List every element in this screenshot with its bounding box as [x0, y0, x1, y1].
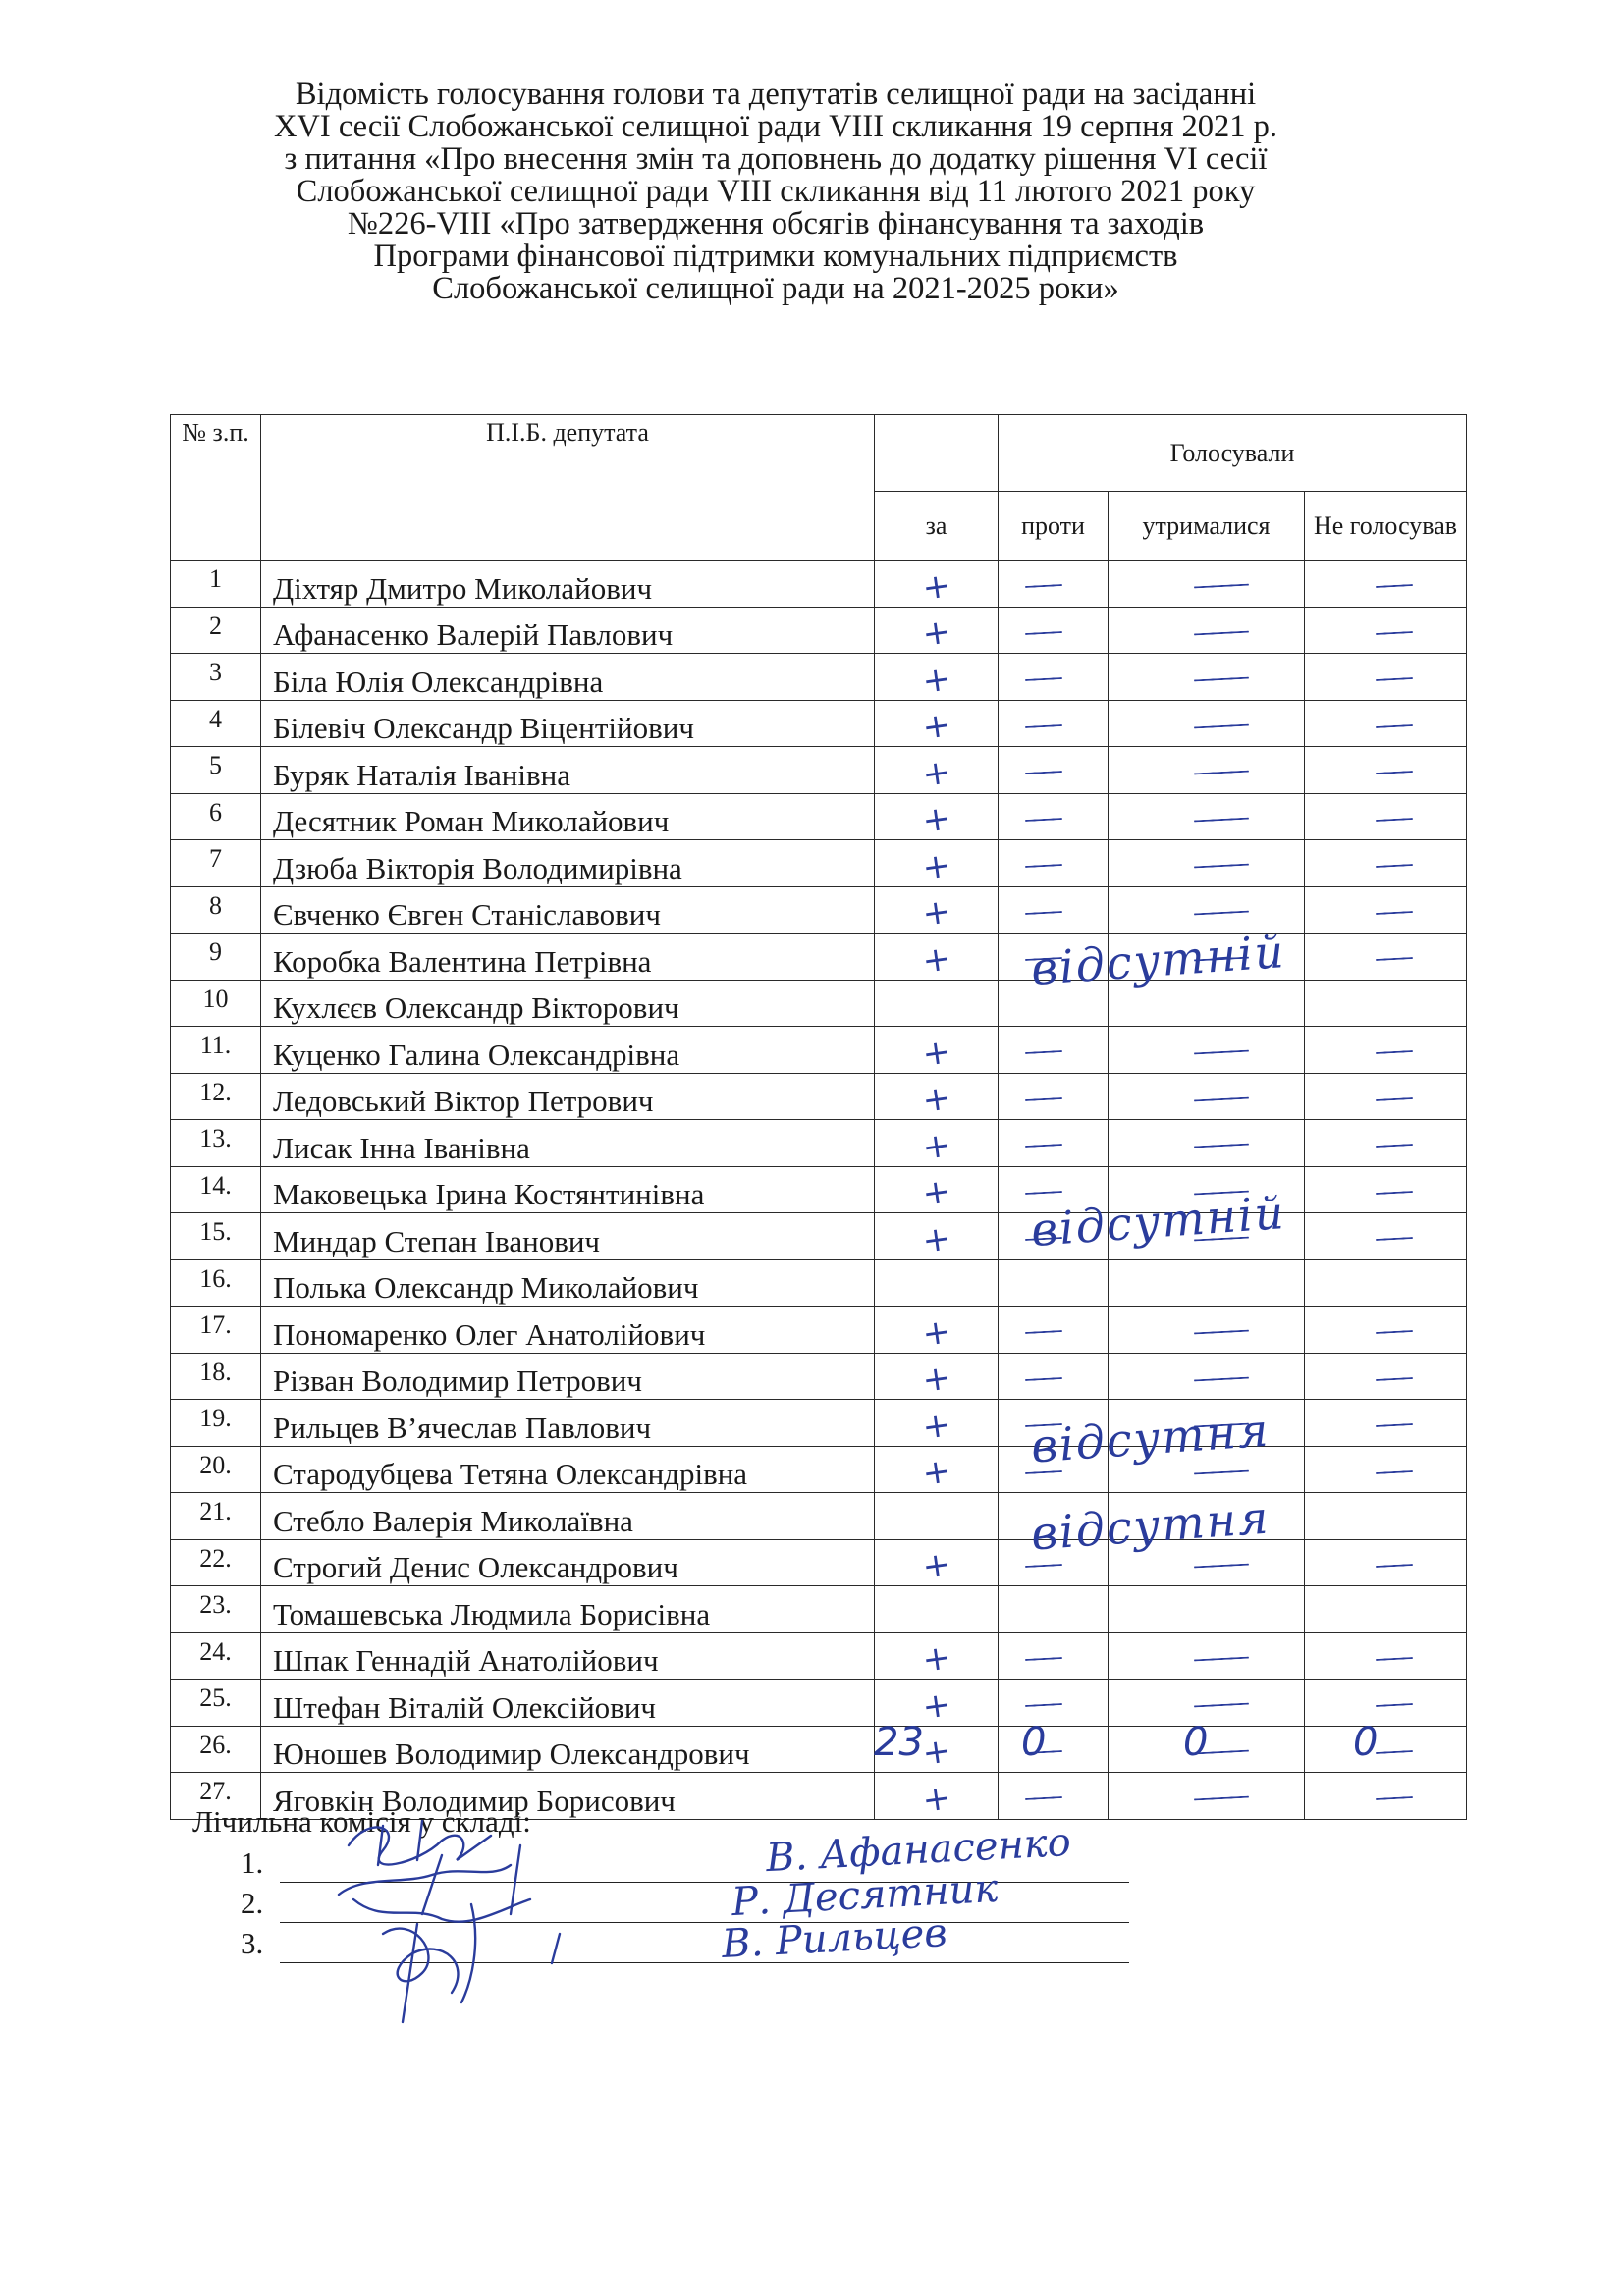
- table-row: [171, 1632, 1467, 1680]
- absent-mark: відсутній: [1029, 1185, 1287, 1256]
- plus-mark: +: [920, 1031, 953, 1075]
- total-abstain: 0: [1183, 1720, 1209, 1765]
- dash-mark: [1376, 584, 1413, 588]
- vote-abstain-cell: [1109, 607, 1305, 654]
- row-number: 8: [171, 886, 261, 934]
- vote-abstain-cell: [1109, 793, 1305, 840]
- deputy-name: Стародубцева Тетяна Олександрівна: [261, 1446, 875, 1493]
- plus-mark: +: [920, 937, 953, 982]
- row-number: 24.: [171, 1632, 261, 1680]
- dash-mark: [1193, 630, 1248, 635]
- deputy-name: Діхтяр Дмитро Миколайович: [261, 561, 875, 608]
- table-row: [171, 1120, 1467, 1167]
- commission-number: 2.: [241, 1886, 264, 1920]
- vote-for-cell: [875, 793, 999, 840]
- dash-mark: [1376, 1657, 1413, 1661]
- vote-against-cell: [999, 1307, 1109, 1354]
- plus-mark: +: [920, 1217, 953, 1261]
- total-novote: 0: [1353, 1720, 1379, 1765]
- handwritten-signatures: [324, 1806, 736, 2032]
- dash-mark: [1376, 864, 1413, 868]
- dash-mark: [1193, 677, 1248, 682]
- vote-novote-cell: [1305, 1353, 1467, 1400]
- dash-mark: [1024, 1377, 1061, 1381]
- vote-for-cell: [875, 607, 999, 654]
- col-novote-header: Не голосував: [1305, 492, 1467, 561]
- table-row: [171, 1027, 1467, 1074]
- dash-mark: [1376, 771, 1413, 774]
- vote-for-cell: [875, 654, 999, 701]
- dash-mark: [1376, 677, 1413, 681]
- table-row: [171, 1259, 1467, 1307]
- title-line: Слобожанської селищної ради на 2021-2025 роки»: [432, 271, 1119, 306]
- dash-mark: [1024, 1796, 1061, 1800]
- row-number: 15.: [171, 1213, 261, 1260]
- table-row: [171, 1493, 1467, 1540]
- vote-abstain-cell: [1109, 561, 1305, 608]
- row-number: 7: [171, 840, 261, 887]
- deputy-name: Євченко Євген Станіславович: [261, 886, 875, 934]
- commission-member-name: В. Рильцев: [720, 1910, 948, 1967]
- vote-against-cell: [999, 1586, 1109, 1633]
- plus-mark: +: [920, 1544, 953, 1587]
- title-line: XVI сесії Слобожанської селищної ради VIII скликання 19 серпня 2021 р.: [273, 109, 1278, 144]
- dash-mark: [1193, 1796, 1248, 1801]
- deputy-name: Білевіч Олександр Віцентійович: [261, 700, 875, 747]
- row-number: 3: [171, 654, 261, 701]
- deputy-name: Різван Володимир Петрович: [261, 1353, 875, 1400]
- row-number: 1: [171, 561, 261, 608]
- vote-for-cell: [875, 886, 999, 934]
- table-row: [171, 1446, 1467, 1493]
- vote-novote-cell: [1305, 1586, 1467, 1633]
- row-number: 26.: [171, 1726, 261, 1773]
- col-against-header: проти: [999, 492, 1109, 561]
- vote-novote-cell: [1305, 1632, 1467, 1680]
- plus-mark: +: [920, 1404, 953, 1448]
- deputy-name: Штефан Віталій Олексійович: [261, 1680, 875, 1727]
- vote-abstain-cell: [1109, 654, 1305, 701]
- commission-number: 1.: [241, 1845, 264, 1880]
- row-number: 27.: [171, 1773, 261, 1820]
- vote-novote-cell: [1305, 793, 1467, 840]
- vote-novote-cell: [1305, 934, 1467, 981]
- table-row: [171, 1307, 1467, 1354]
- vote-abstain-cell: [1109, 1773, 1305, 1820]
- dash-mark: [1024, 1330, 1061, 1334]
- plus-mark: +: [920, 1777, 953, 1821]
- vote-for-cell: [875, 1539, 999, 1586]
- vote-novote-cell: [1305, 1680, 1467, 1727]
- row-number: 11.: [171, 1027, 261, 1074]
- dash-mark: [1376, 724, 1413, 728]
- table-row: [171, 1353, 1467, 1400]
- dash-mark: [1376, 957, 1413, 961]
- title-line: Відомість голосування голови та депутатів селищної ради на засіданні: [295, 77, 1257, 112]
- dash-mark: [1376, 1423, 1413, 1427]
- deputy-name: Дзюба Вікторія Володимирівна: [261, 840, 875, 887]
- row-number: 4: [171, 700, 261, 747]
- vote-for-cell: [875, 1400, 999, 1447]
- dash-mark: [1193, 723, 1248, 728]
- plus-mark: +: [920, 1637, 953, 1681]
- dash-mark: [1376, 1750, 1413, 1754]
- dash-mark: [1376, 911, 1413, 915]
- dash-mark: [1024, 818, 1061, 822]
- vote-abstain-cell: [1109, 700, 1305, 747]
- vote-for-cell: [875, 1632, 999, 1680]
- vote-for-cell: [875, 1027, 999, 1074]
- deputy-name: Яговкін Володимир Борисович: [261, 1773, 875, 1820]
- deputy-name: Кухлєєв Олександр Вікторович: [261, 980, 875, 1027]
- plus-mark: +: [920, 1683, 953, 1728]
- deputy-name: Рильцев В’ячеслав Павлович: [261, 1400, 875, 1447]
- dash-mark: [1193, 1144, 1248, 1148]
- vote-novote-cell: [1305, 1307, 1467, 1354]
- dash-mark: [1024, 864, 1061, 868]
- plus-mark: +: [920, 891, 953, 934]
- row-number: 12.: [171, 1073, 261, 1120]
- dash-mark: [1193, 1563, 1248, 1568]
- row-number: 20.: [171, 1446, 261, 1493]
- vote-against-cell: [999, 1773, 1109, 1820]
- deputy-name: Стебло Валерія Миколаївна: [261, 1493, 875, 1540]
- vote-for-cell: [875, 980, 999, 1027]
- vote-abstain-cell: [1109, 1632, 1305, 1680]
- vote-for-cell: [875, 1493, 999, 1540]
- table-row: [171, 607, 1467, 654]
- vote-novote-cell: [1305, 1166, 1467, 1213]
- absent-mark: відсутній: [1029, 924, 1287, 995]
- vote-for-cell: [875, 561, 999, 608]
- deputy-name: Біла Юлія Олександрівна: [261, 654, 875, 701]
- plus-mark: +: [920, 1124, 953, 1168]
- row-number: 6: [171, 793, 261, 840]
- dash-mark: [1376, 1191, 1413, 1195]
- commission-label: Лічильна комісія у складі:: [192, 1804, 531, 1839]
- vote-novote-cell: [1305, 1400, 1467, 1447]
- plus-mark: +: [920, 705, 953, 748]
- vote-novote-cell: [1305, 700, 1467, 747]
- vote-against-cell: [999, 1726, 1109, 1773]
- deputy-name: Шпак Геннадій Анатолійович: [261, 1632, 875, 1680]
- vote-novote-cell: [1305, 1773, 1467, 1820]
- vote-novote-cell: [1305, 840, 1467, 887]
- row-number: 25.: [171, 1680, 261, 1727]
- dash-mark: [1193, 1656, 1248, 1661]
- vote-against-cell: [999, 1632, 1109, 1680]
- vote-abstain-cell: [1109, 1259, 1305, 1307]
- vote-for-cell: [875, 1773, 999, 1820]
- vote-abstain-cell: [1109, 1586, 1305, 1633]
- vote-for-cell: [875, 1073, 999, 1120]
- deputy-name: Буряк Наталія Іванівна: [261, 747, 875, 794]
- dash-mark: [1376, 1470, 1413, 1474]
- total-against: 0: [1021, 1720, 1047, 1765]
- vote-novote-cell: [1305, 1073, 1467, 1120]
- dash-mark: [1193, 910, 1248, 915]
- vote-abstain-cell: [1109, 1027, 1305, 1074]
- vote-against-cell: [999, 1353, 1109, 1400]
- deputy-name: Пономаренко Олег Анатолійович: [261, 1307, 875, 1354]
- dash-mark: [1024, 1191, 1061, 1195]
- table-row: [171, 700, 1467, 747]
- table-row: [171, 793, 1467, 840]
- deputy-name: Коробка Валентина Петрівна: [261, 934, 875, 981]
- absent-mark: відсутня: [1029, 1403, 1272, 1473]
- deputy-name: Юношев Володимир Олександрович: [261, 1726, 875, 1773]
- dash-mark: [1193, 771, 1248, 775]
- vote-against-cell: [999, 1259, 1109, 1307]
- dash-mark: [1024, 1097, 1061, 1101]
- vote-abstain-cell: [1109, 1120, 1305, 1167]
- dash-mark: [1376, 1703, 1413, 1707]
- vote-for-cell: [875, 1120, 999, 1167]
- dash-mark: [1376, 1097, 1413, 1101]
- title-line: з питання «Про внесення змін та доповнень до додатку рішення VI сесії: [284, 141, 1268, 177]
- total-for: 23: [874, 1720, 924, 1765]
- dash-mark: [1193, 1330, 1248, 1335]
- plus-mark: +: [920, 612, 953, 655]
- vote-against-cell: [999, 886, 1109, 934]
- dash-mark: [1376, 1377, 1413, 1381]
- dash-mark: [1376, 1564, 1413, 1568]
- deputy-name: Томашевська Людмила Борисівна: [261, 1586, 875, 1633]
- plus-mark: +: [920, 1731, 953, 1774]
- deputy-name: Строгий Денис Олександрович: [261, 1539, 875, 1586]
- col-abstain-header: утрималися: [1109, 492, 1305, 561]
- commission-number: 3.: [241, 1926, 264, 1960]
- commission-member-name: В. Афанасенко: [765, 1819, 1072, 1882]
- title-line: Слобожанської селищної ради VIII скликання від 11 лютого 2021 року: [296, 174, 1256, 209]
- plus-mark: +: [920, 1171, 953, 1214]
- vote-novote-cell: [1305, 1446, 1467, 1493]
- vote-against-cell: [999, 607, 1109, 654]
- dash-mark: [1193, 1050, 1248, 1055]
- table-row: [171, 1073, 1467, 1120]
- dash-mark: [1024, 911, 1061, 915]
- commission-member-name: Р. Десятник: [730, 1865, 1000, 1926]
- deputy-name: Маковецька Ірина Костянтинівна: [261, 1166, 875, 1213]
- plus-mark: +: [920, 844, 953, 888]
- voting-table: [170, 414, 1467, 1820]
- vote-abstain-cell: [1109, 1073, 1305, 1120]
- vote-novote-cell: [1305, 1726, 1467, 1773]
- dash-mark: [1376, 1330, 1413, 1334]
- vote-for-cell: [875, 1307, 999, 1354]
- vote-for-cell: [875, 1166, 999, 1213]
- vote-against-cell: [999, 747, 1109, 794]
- dash-mark: [1024, 1144, 1061, 1148]
- row-number: 21.: [171, 1493, 261, 1540]
- deputy-name: Ледовський Віктор Петрович: [261, 1073, 875, 1120]
- vote-novote-cell: [1305, 1213, 1467, 1260]
- absent-mark: відсутня: [1029, 1490, 1272, 1561]
- table-row: [171, 1539, 1467, 1586]
- dash-mark: [1193, 1703, 1248, 1708]
- col-for-header: за: [875, 492, 999, 561]
- table-row: [171, 1586, 1467, 1633]
- vote-for-cell: [875, 1586, 999, 1633]
- row-number: 23.: [171, 1586, 261, 1633]
- vote-against-cell: [999, 1027, 1109, 1074]
- vote-abstain-cell: [1109, 1680, 1305, 1727]
- plus-mark: +: [920, 1310, 953, 1355]
- table-row: [171, 980, 1467, 1027]
- vote-for-cell: [875, 934, 999, 981]
- vote-novote-cell: [1305, 886, 1467, 934]
- vote-for-cell: [875, 1353, 999, 1400]
- deputy-name: Афанасенко Валерій Павлович: [261, 607, 875, 654]
- row-number: 13.: [171, 1120, 261, 1167]
- deputy-name: Миндар Степан Іванович: [261, 1213, 875, 1260]
- vote-against-cell: [999, 1120, 1109, 1167]
- vote-for-cell: [875, 1680, 999, 1727]
- row-number: 5: [171, 747, 261, 794]
- dash-mark: [1376, 1144, 1413, 1148]
- vote-abstain-cell: [1109, 1353, 1305, 1400]
- dash-mark: [1376, 631, 1413, 635]
- header-spacer: [875, 415, 999, 492]
- table-row: [171, 840, 1467, 887]
- table-row: [171, 747, 1467, 794]
- row-number: 16.: [171, 1259, 261, 1307]
- vote-abstain-cell: [1109, 1307, 1305, 1354]
- dash-mark: [1024, 677, 1061, 681]
- document-title: [172, 79, 1380, 305]
- row-number: 9: [171, 934, 261, 981]
- plus-mark: +: [920, 1358, 953, 1401]
- vote-novote-cell: [1305, 1259, 1467, 1307]
- row-number: 19.: [171, 1400, 261, 1447]
- dash-mark: [1024, 1657, 1061, 1661]
- vote-novote-cell: [1305, 1120, 1467, 1167]
- table-row: [171, 1680, 1467, 1727]
- col-name-header: П.І.Б. депутата: [261, 415, 875, 561]
- table-row: [171, 654, 1467, 701]
- vote-for-cell: [875, 1213, 999, 1260]
- dash-mark: [1193, 817, 1248, 822]
- dash-mark: [1376, 1796, 1413, 1800]
- row-number: 22.: [171, 1539, 261, 1586]
- dash-mark: [1024, 1564, 1061, 1568]
- table-row: [171, 1400, 1467, 1447]
- deputy-name: Десятник Роман Миколайович: [261, 793, 875, 840]
- vote-against-cell: [999, 793, 1109, 840]
- dash-mark: [1024, 631, 1061, 635]
- row-number: 17.: [171, 1307, 261, 1354]
- dash-mark: [1024, 1050, 1061, 1054]
- plus-mark: +: [920, 1078, 953, 1121]
- dash-mark: [1024, 724, 1061, 728]
- vote-for-cell: [875, 747, 999, 794]
- dash-mark: [1193, 1376, 1248, 1381]
- title-line: Програми фінансової підтримки комунальних підприємств: [373, 239, 1178, 274]
- vote-for-cell: [875, 840, 999, 887]
- vote-novote-cell: [1305, 1493, 1467, 1540]
- dash-mark: [1376, 818, 1413, 822]
- vote-novote-cell: [1305, 1027, 1467, 1074]
- vote-novote-cell: [1305, 1539, 1467, 1586]
- vote-against-cell: [999, 1680, 1109, 1727]
- plus-mark: +: [920, 751, 953, 795]
- vote-novote-cell: [1305, 607, 1467, 654]
- vote-novote-cell: [1305, 747, 1467, 794]
- vote-for-cell: [875, 1446, 999, 1493]
- deputy-name: Лисак Інна Іванівна: [261, 1120, 875, 1167]
- dash-mark: [1193, 584, 1248, 589]
- dash-mark: [1193, 1096, 1248, 1101]
- row-number: 2: [171, 607, 261, 654]
- row-number: 14.: [171, 1166, 261, 1213]
- row-number: 10: [171, 980, 261, 1027]
- plus-mark: +: [920, 1451, 953, 1494]
- vote-against-cell: [999, 654, 1109, 701]
- title-line: №226-VIII «Про затвердження обсягів фінансування та заходів: [347, 206, 1205, 241]
- dash-mark: [1024, 1703, 1061, 1707]
- vote-abstain-cell: [1109, 747, 1305, 794]
- row-number: 18.: [171, 1353, 261, 1400]
- plus-mark: +: [920, 798, 953, 841]
- dash-mark: [1193, 1469, 1248, 1474]
- plus-mark: +: [920, 658, 953, 702]
- vote-against-cell: [999, 700, 1109, 747]
- table-row: [171, 561, 1467, 608]
- deputy-name: Куценко Галина Олександрівна: [261, 1027, 875, 1074]
- vote-novote-cell: [1305, 561, 1467, 608]
- vote-against-cell: [999, 561, 1109, 608]
- dash-mark: [1376, 1237, 1413, 1241]
- table-row: [171, 1726, 1467, 1773]
- dash-mark: [1376, 1050, 1413, 1054]
- dash-mark: [1024, 771, 1061, 774]
- dash-mark: [1024, 584, 1061, 588]
- deputy-name: Полька Олександр Миколайович: [261, 1259, 875, 1307]
- vote-novote-cell: [1305, 654, 1467, 701]
- col-number-header: № з.п.: [171, 415, 261, 561]
- vote-for-cell: [875, 700, 999, 747]
- vote-abstain-cell: [1109, 840, 1305, 887]
- vote-against-cell: [999, 1073, 1109, 1120]
- plus-mark: +: [920, 564, 953, 609]
- dash-mark: [1193, 864, 1248, 869]
- vote-novote-cell: [1305, 980, 1467, 1027]
- vote-for-cell: [875, 1259, 999, 1307]
- vote-against-cell: [999, 840, 1109, 887]
- col-voted-header: Голосували: [999, 415, 1467, 492]
